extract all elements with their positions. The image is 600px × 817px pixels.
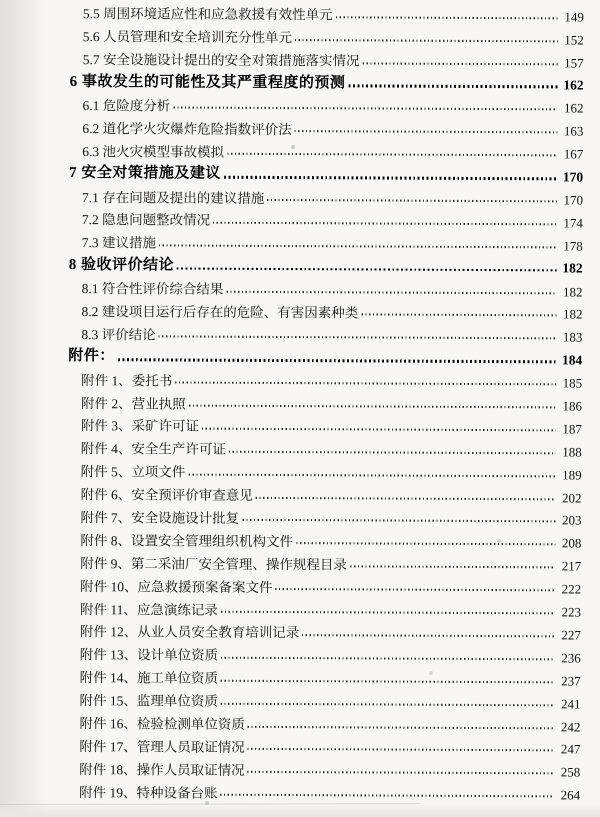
toc-entry-label: 附件 1、委托书 [81, 372, 173, 389]
toc-entry-page: 178 [563, 238, 583, 254]
toc-entry-page: 188 [562, 444, 582, 460]
toc-entry [70, 47, 584, 72]
toc-entry [69, 138, 583, 163]
toc-entry-page: 184 [561, 352, 583, 368]
toc-entry [66, 733, 580, 758]
toc-leader-dots [248, 725, 555, 728]
toc-leader-dots [221, 702, 555, 706]
toc-leader-dots [221, 679, 555, 683]
toc-entry-label: 6.1 危险度分析 [82, 98, 171, 114]
toc-leader-dots [229, 451, 556, 455]
toc-entry-page: 208 [561, 535, 582, 551]
toc-leader-dots [248, 771, 555, 774]
toc-entry [68, 482, 582, 507]
toc-leader-dots [227, 153, 557, 157]
toc-entry-label: 7.2 隐患问题整改情况 [81, 212, 211, 229]
toc-entry [69, 276, 583, 301]
toc-entry-label: 附件 4、安全生产许可证 [80, 441, 226, 458]
toc-entry [70, 1, 584, 26]
toc-entry-page: 182 [563, 283, 583, 300]
toc-entry [69, 230, 583, 255]
toc-entry-page: 163 [563, 123, 584, 139]
toc-leader-dots [348, 85, 557, 89]
toc-entry-label: 附件 18、操作人员取证情况 [79, 761, 245, 778]
toc-entry [68, 390, 582, 415]
toc-entry [67, 527, 581, 552]
toc-entry-page: 258 [560, 764, 581, 780]
toc-entry [67, 573, 581, 598]
toc-leader-dots [175, 382, 556, 386]
toc-entry [70, 24, 584, 49]
toc-entry-label: 5.6 人员管理和安全培训充分性单元 [82, 29, 293, 46]
toc-entry [68, 436, 582, 461]
toc-leader-dots [362, 62, 557, 65]
toc-entry-page: 162 [563, 100, 584, 116]
toc-entry [69, 184, 583, 209]
toc-entry [67, 665, 581, 690]
toc-leader-dots [224, 176, 557, 180]
toc-entry [70, 70, 584, 95]
toc-entry-page: 152 [564, 32, 584, 48]
toc-entry-page: 174 [563, 215, 583, 231]
toc-entry-label: 附件 10、应急救援预案备案文件 [80, 578, 273, 595]
toc-entry-label: 附件 3、采矿许可证 [80, 418, 200, 435]
toc-entry-page: 217 [561, 558, 582, 574]
toc-entry [67, 505, 581, 530]
toc-entry-label: 附件 8、设置安全管理组织机构文件 [80, 532, 294, 549]
toc-entry-label: 附件 12、从业人员安全教育培训记录 [79, 624, 300, 641]
toc-entry-label: 附件 16、检验检测单位资质 [79, 716, 245, 732]
toc-leader-dots [159, 336, 557, 340]
toc-entry-label: 附件 6、安全预评价审查意见 [80, 487, 253, 503]
toc-leader-dots [361, 314, 556, 317]
toc-entry [69, 93, 583, 118]
toc-entry [68, 413, 582, 438]
toc-entry-page: 236 [561, 650, 581, 666]
toc-entry-label: 8.3 评价结论 [81, 326, 156, 343]
toc-leader-dots [188, 473, 555, 477]
toc-entry [66, 711, 580, 736]
toc-entry-page: 247 [560, 741, 581, 757]
toc-entry-label: 附件 14、施工单位资质 [79, 670, 219, 686]
toc-leader-dots [226, 290, 556, 294]
toc-leader-dots [202, 428, 556, 432]
toc-entry [69, 115, 583, 140]
toc-entry-label: 附件 2、营业执照 [80, 395, 186, 412]
toc-entry-label: 8.2 建设项目运行后存在的危险、有害因素种类 [81, 304, 359, 321]
toc-entry-label: 附件 5、立项文件 [80, 464, 186, 480]
toc-entry [68, 367, 582, 392]
toc-entry-label: 附件 11、应急演练记录 [79, 601, 218, 618]
toc-leader-dots [213, 222, 557, 226]
toc-entry-page: 222 [561, 581, 582, 597]
scan-left-edge [0, 0, 46, 817]
toc-leader-dots [242, 519, 555, 523]
toc-entry-page: 149 [564, 9, 584, 25]
toc-entry-label: 8.1 符合性评价综合结果 [81, 281, 224, 297]
toc-entry [67, 550, 581, 575]
toc-leader-dots [221, 657, 555, 661]
toc-entry-page: 162 [563, 77, 584, 93]
toc-entry-page: 167 [563, 146, 584, 162]
toc-entry-page: 203 [561, 512, 582, 528]
toc-entry-page: 183 [562, 329, 583, 345]
toc-entry [69, 161, 583, 186]
toc-entry [67, 596, 581, 621]
toc-entry [67, 619, 581, 644]
toc-leader-dots [295, 130, 558, 133]
toc-entry-page: 237 [561, 673, 581, 689]
toc-entry-label: 6.3 池火灾模型事故模拟 [82, 143, 225, 160]
toc-entry-page: 186 [562, 398, 583, 414]
toc-entry-page: 189 [562, 467, 582, 483]
toc-entry-page: 227 [561, 627, 581, 643]
toc-entry-page: 202 [562, 490, 582, 506]
toc-entry [68, 459, 582, 484]
toc-entry-label: 6.2 道化学火灾爆炸危险指数评价法 [82, 120, 292, 137]
toc-entry-label: 7.3 建议措施 [81, 235, 157, 251]
toc-entry [68, 299, 582, 324]
toc-entry-page: 185 [562, 375, 583, 391]
toc-entry-page: 170 [562, 169, 584, 185]
toc-entry-page: 223 [561, 604, 582, 620]
toc-entry-label: 7.1 存在问题及提出的建议措施 [82, 189, 265, 206]
toc-entry [69, 207, 583, 232]
toc-entry [68, 344, 582, 369]
toc-leader-dots [256, 497, 556, 500]
toc-entry-label: 附件 13、设计单位资质 [79, 647, 219, 664]
toc-entry [66, 756, 580, 781]
toc-entry-label: 5.7 安全设施设计提出的安全对策措施落实情况 [82, 52, 360, 69]
toc-entry-page: 157 [564, 55, 584, 71]
toc-entry-label: 附件 7、安全设施设计批复 [80, 510, 240, 526]
toc-entry-page: 241 [561, 696, 581, 712]
toc-leader-dots [295, 39, 558, 42]
toc-entry-label: 8 验收评价结论 [68, 256, 175, 274]
toc-entry [69, 253, 583, 278]
toc-leader-dots [221, 611, 555, 615]
toc-entry-page: 182 [562, 306, 583, 322]
toc-entry-page: 182 [562, 260, 583, 276]
toc-leader-dots [302, 634, 555, 637]
toc-leader-dots [275, 588, 555, 591]
toc-leader-dots [296, 542, 555, 545]
toc-list [66, 1, 584, 805]
toc-entry-label: 附件： [68, 348, 115, 365]
toc-entry-label: 附件 15、监理单位资质 [79, 693, 218, 709]
toc-leader-dots [173, 107, 557, 111]
toc-entry-label: 附件 19、特种设备台账 [79, 784, 218, 801]
toc-entry-label: 7 安全对策措施及建议 [69, 165, 221, 182]
toc-entry-label: 6 事故发生的可能性及其严重程度的预测 [69, 73, 346, 91]
toc-leader-dots [267, 199, 557, 202]
toc-entry [67, 642, 581, 667]
toc-entry-page: 170 [563, 192, 584, 208]
toc-entry-page: 264 [560, 787, 581, 803]
toc-leader-dots [248, 748, 555, 751]
toc-leader-dots [177, 267, 557, 271]
toc-leader-dots [118, 358, 556, 363]
toc-entry-label: 5.5 周围环境适应性和应急救援有效性单元 [82, 6, 333, 23]
toc-entry-label: 附件 9、第二采油厂安全管理、操作规程目录 [80, 555, 347, 573]
toc-entry [68, 321, 582, 346]
toc-entry [67, 688, 581, 713]
toc-entry-page: 242 [560, 718, 581, 735]
scan-specks [0, 0, 2, 2]
toc-entry-page: 187 [562, 421, 582, 437]
toc-entry [66, 779, 580, 804]
toc-leader-dots [189, 405, 556, 409]
scan-bottom-edge [0, 803, 600, 817]
toc-leader-dots [159, 244, 557, 248]
toc-leader-dots [336, 16, 558, 19]
toc-leader-dots [350, 566, 555, 569]
toc-entry-label: 附件 17、管理人员取证情况 [79, 738, 245, 755]
toc-leader-dots [220, 794, 554, 798]
